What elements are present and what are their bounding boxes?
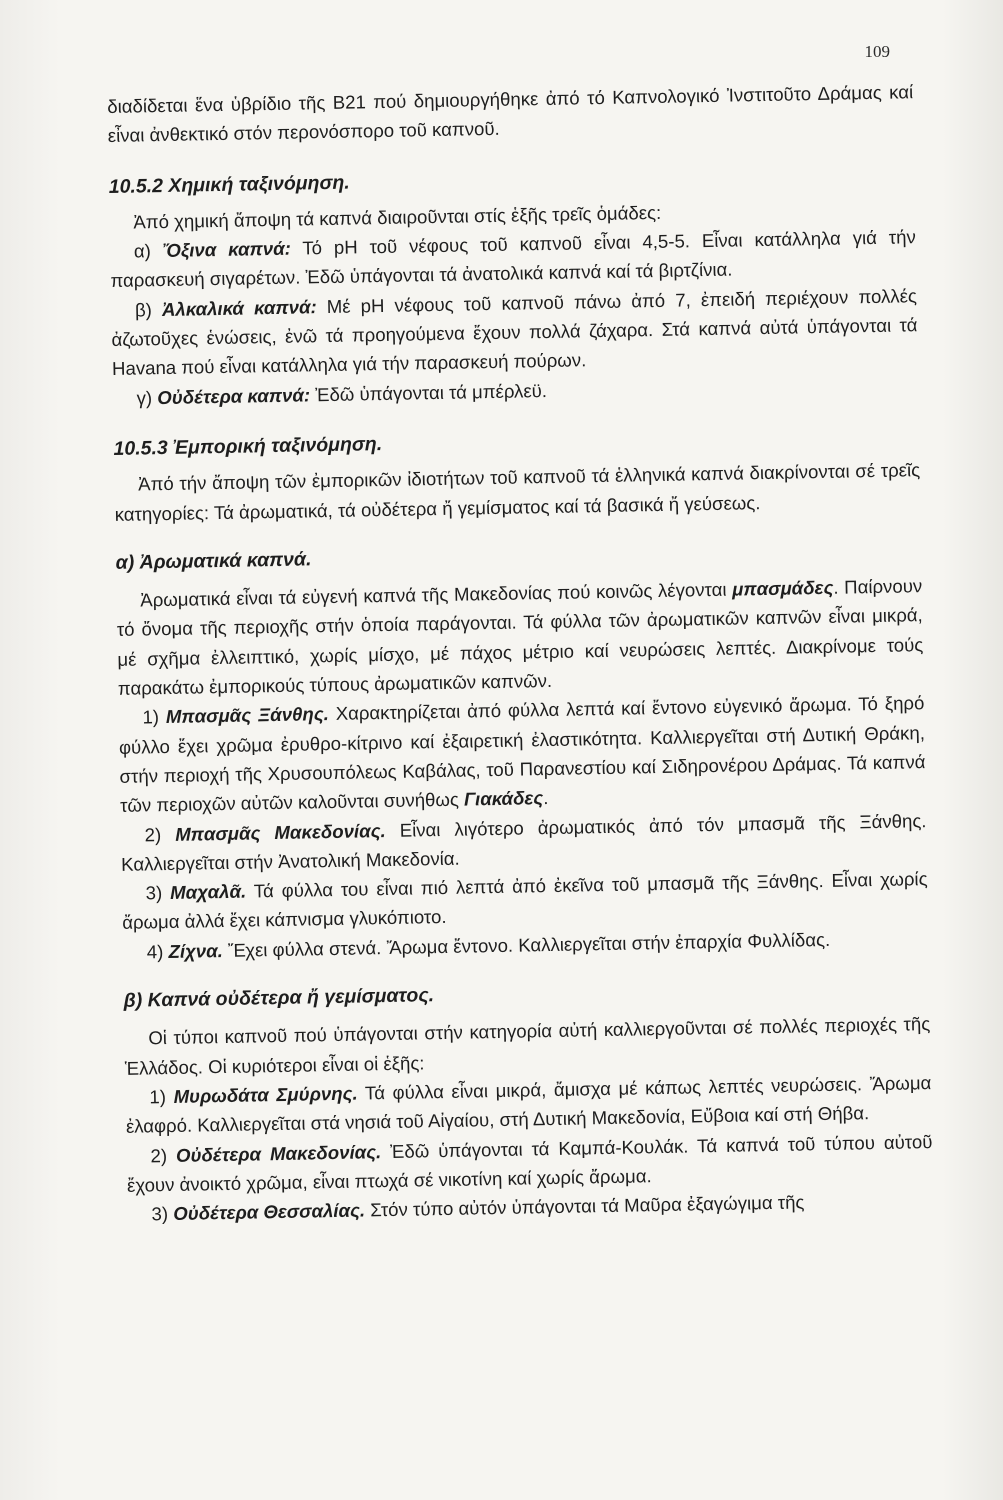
item-text: Εἶναι λιγότερο ἀρωματικός ἀπό τόν μπασμᾶ τῆς Ξάνθης. Καλλιεργεῖται στήν Ἀνατολική Μακεδονία. bbox=[120, 809, 927, 875]
item-label: 1) bbox=[149, 1085, 167, 1108]
aromatic-lead bbox=[116, 571, 924, 703]
subheading-aromatic: α) Ἀρωματικά καπνά. bbox=[115, 548, 312, 574]
item-label: 3) bbox=[145, 882, 163, 904]
item-label: 2) bbox=[150, 1144, 168, 1166]
item-label: α) bbox=[133, 240, 152, 262]
item-term: Ἀλκαλικά καπνά: bbox=[161, 295, 317, 320]
section-heading-chemical: 10.5.2 Χημική ταξινόμηση. bbox=[108, 171, 350, 198]
chemical-lead: Ἀπό χημική ἄποψη τά καπνά διαιροῦνται στίς ἑξῆς τρεῖς ὁμάδες: bbox=[133, 201, 662, 233]
item-tail: . bbox=[543, 787, 549, 809]
item-text: Τό pH τοῦ νέφους τοῦ καπνοῦ εἶναι 4,5-5. Εἶναι κατάλληλα γιά τήν παρασκευή σιγαρέτων. Ἐδῶ ὑπάγονται τά ἀνατολικά καπνά καί τά βιρτζίνια. bbox=[110, 226, 916, 292]
item-text: Ἐδῶ ὑπάγονται τά Καμπά-Κουλάκ. Τά καπνά τοῦ τύπου αὐτοῦ ἔχουν ἀνοικτό χρῶμα, εἶναι πτωχά σέ νικοτίνη καί χωρίς ἄρωμα. bbox=[126, 1130, 933, 1196]
item-term: Οὐδέτερα Μακεδονίας. bbox=[175, 1140, 382, 1166]
item-term: Οὐδέτερα Θεσσαλίας. bbox=[173, 1199, 366, 1225]
chemical-item bbox=[111, 281, 918, 384]
item-label: γ) bbox=[136, 386, 153, 409]
page-body bbox=[107, 77, 934, 1229]
item-label: 2) bbox=[144, 823, 162, 845]
item-text: Ἔχει φύλλα στενά. Ἄρωμα ἔντονο. Καλλιεργεῖται στήν ἐπαρχία Φυλλίδας. bbox=[222, 928, 831, 961]
item-label: 4) bbox=[146, 940, 164, 963]
item-term: Μπασμᾶς Ξάνθης. bbox=[165, 703, 330, 728]
page-number: 109 bbox=[864, 42, 890, 61]
aromatic-item bbox=[118, 688, 926, 820]
section-heading-commercial: 10.5.3 Ἐμπορική ταξινόμηση. bbox=[113, 432, 383, 460]
item-tail-term: Γιακάδες bbox=[463, 787, 544, 810]
commercial-lead: Ἀπό τήν ἄποψη τῶν ἐμπορικῶν ἰδιοτήτων τοῦ καπνοῦ τά ἑλληνικά καπνά διακρίνονται σέ τρεῖς κατηγορίες: Τά ἀρωματικά, τά οὐδέτερα ἤ γεμίσματος καί τά βασικά ἤ γεύσεως. bbox=[114, 459, 921, 525]
item-text: Τά φύλλα του εἶναι πιό λεπτά ἀπό ἐκεῖνα τοῦ μπασμᾶ τῆς Ξάνθης. Εἶναι χωρίς ἄρωμα ἀλλά ἔχει κάπνισμα γλυκόπιοτο. bbox=[122, 868, 928, 934]
item-term: Οὐδέτερα καπνά: bbox=[157, 384, 311, 408]
item-term: Ζίχνα. bbox=[168, 939, 223, 962]
item-text: Στόν τύπο αὐτόν ὑπάγονται τά Μαῦρα ἐξαγώγιμα τῆς bbox=[364, 1191, 805, 1221]
item-label: 3) bbox=[151, 1203, 169, 1225]
aromatic-lead-term: μπασμάδες bbox=[731, 576, 834, 600]
item-text: Μέ pH νέφους τοῦ καπνοῦ πάνω ἀπό 7, ἐπειδή περιέχουν πολλές ἀζωτοῦχες ἑνώσεις, ἐνῶ τά προηγούμενα ἔχουν πολλά ζάχαρα. Στά καπνά αὐτά ὑπάγονται τά Havana πού εἶναι κατάλληλα γιά τήν παρασκευή πούρων. bbox=[111, 284, 918, 380]
item-text: Ἐδῶ ὑπάγονται τά μπέρλεϋ. bbox=[309, 379, 548, 405]
item-label: 1) bbox=[142, 706, 160, 728]
item-label: β) bbox=[134, 298, 153, 321]
item-term: Μαχαλᾶ. bbox=[169, 880, 247, 904]
item-term: Μυρωδάτα Σμύρνης. bbox=[173, 1082, 358, 1107]
subheading-neutral: β) Καπνά οὐδέτερα ἤ γεμίσματος. bbox=[123, 984, 435, 1012]
intro-paragraph: διαδίδεται ἕνα ὑβρίδιο τῆς B21 πού δημιουργήθηκε ἀπό τό Καπνολογικό Ἰνστιτοῦτο Δράμας καί εἶναι ἀνθεκτικό στόν περονόσπορο τοῦ καπνοῦ. bbox=[107, 81, 914, 147]
item-text: Χαρακτηρίζεται ἀπό φύλλα λεπτά καί ἔντονο εὐγενικό ἄρωμα. Τό ξηρό φύλλο ἔχει χρῶμα ἐρυθρο-κίτρινο καί ἐξαιρετική ἐλαστικότητα. Καλλιεργεῖται στή Δυτική Θράκη, στήν περιοχή τῆς Χρυσουπόλεως Καβάλας, τοῦ Παρανεστίου καί Σιδηρονέρου Δράμας. Τά καπνά τῶν περιοχῶν αὐτῶν καλοῦνται συνήθως bbox=[118, 692, 926, 817]
aromatic-lead-text-2: . Παίρνουν τό ὄνομα τῆς περιοχῆς στήν ὁποία παράγονται. Τά φύλλα τῶν ἀρωματικῶν καπνῶν εἶναι μικρά, μέ σχῆμα ἐλλειπτικό, χωρίς μίσχο, μέ πάχος μέτριο καί νευρώσεις λεπτές. Διακρίνομε τούς παρακάτω ἐμπορικούς τύπους ἀρωματικῶν καπνῶν. bbox=[116, 575, 924, 699]
aromatic-lead-text: Ἀρωματικά εἶναι τά εὐγενή καπνά τῆς Μακεδονίας πού κοινῶς λέγονται bbox=[140, 578, 733, 611]
item-term: Ὄξινα καπνά: bbox=[162, 237, 291, 262]
neutral-lead: Οἱ τύποι καπνοῦ πού ὑπάγονται στήν κατηγορία αὐτή καλλιεργοῦνται σέ πολλές περιοχές τῆς Ἑλλάδος. Οἱ κυριότεροι εἶναι οἱ ἑξῆς: bbox=[124, 1013, 931, 1079]
item-text: Τά φύλλα εἶναι μικρά, ἄμισχα μέ κάπως λεπτές νευρώσεις. Ἄρωμα ἐλαφρό. Καλλιεργεῖται στά νησιά τοῦ Αἰγαίου, στή Δυτική Μακεδονία, Εὔβοια καί στή Θήβα. bbox=[125, 1071, 932, 1138]
item-term: Μπασμᾶς Μακεδονίας. bbox=[174, 819, 386, 845]
